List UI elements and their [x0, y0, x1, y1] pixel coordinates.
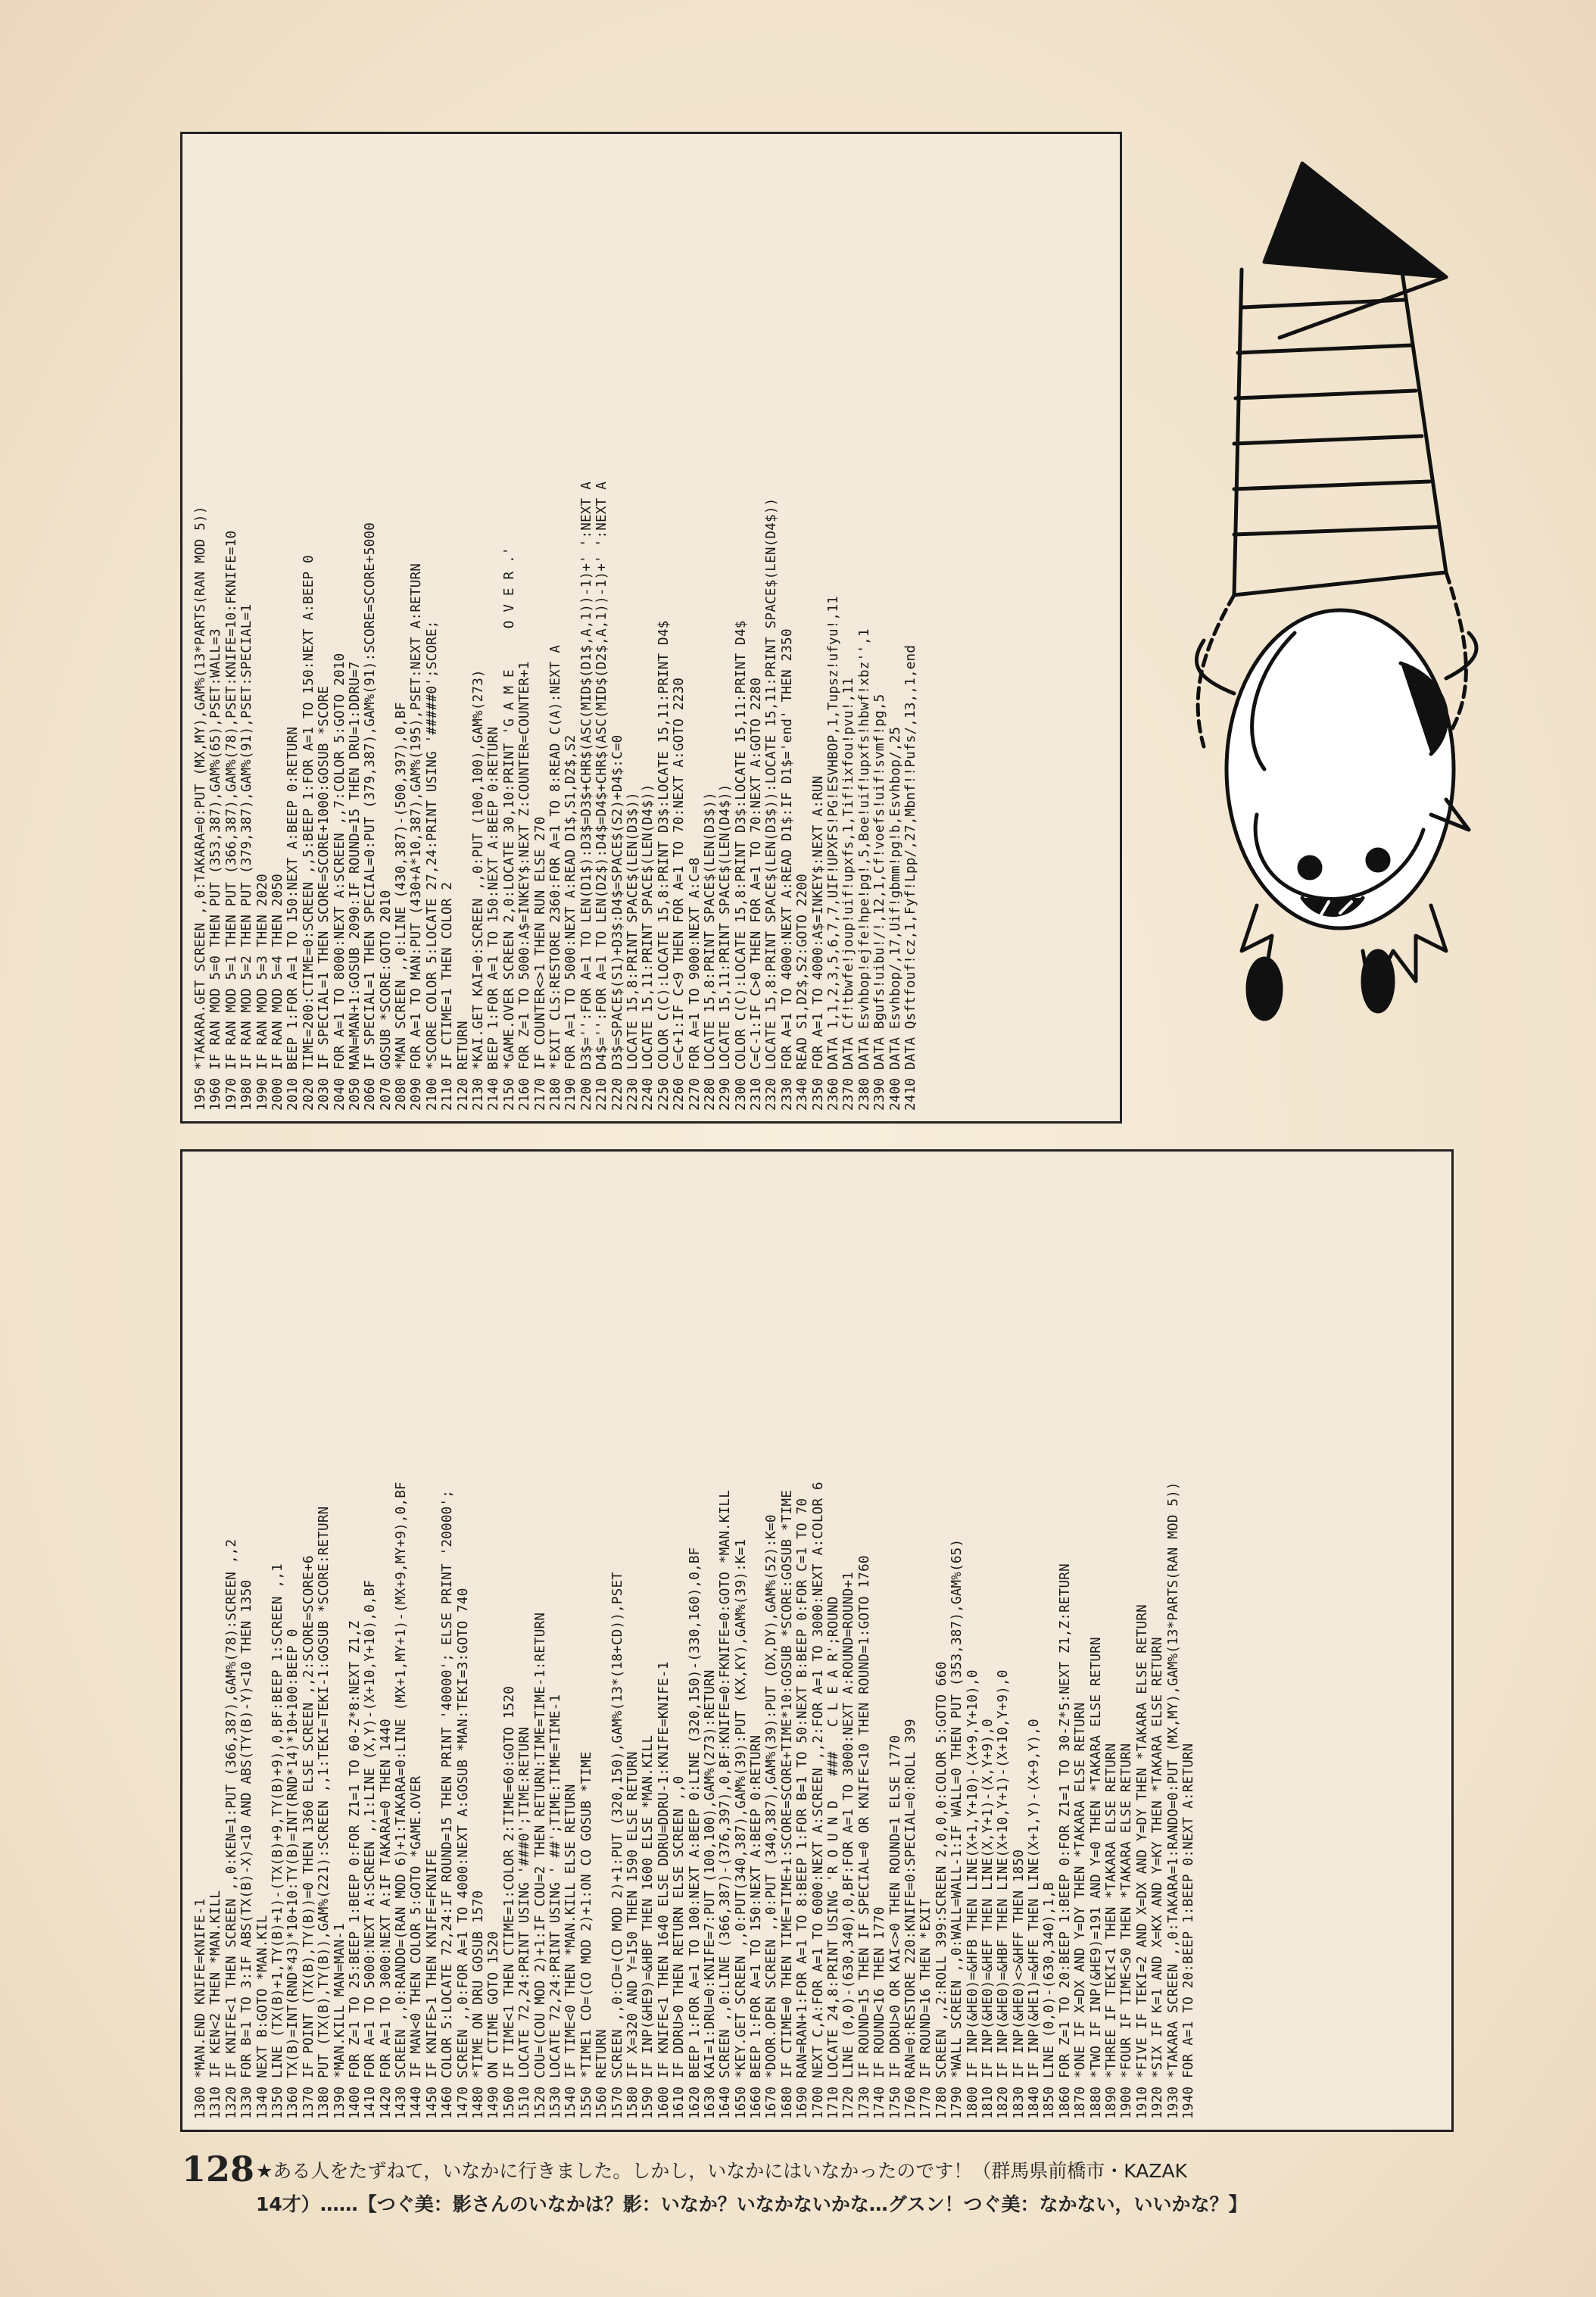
code-line: 2290 LOCATE 15,11:PRINT SPACE$(LEN(D4$)) [718, 784, 734, 1111]
code-line: 2160 FOR Z=1 TO 5000:A$=INKEY$:NEXT Z:COUNTER=COUNTER+1 [517, 661, 533, 1111]
code-line: 1610 IF DDRU>0 THEN RETURN ELSE SCREEN ,,0 [672, 1775, 687, 2119]
code-line: 1510 LOCATE 72,24:PRINT USING '###0';TIME:RETURN [517, 1726, 533, 2119]
code-line: 1480 *TIME ON DRU GOSUB 1570 [471, 1890, 487, 2119]
code-line: 1730 IF ROUND=15 THEN IF SPECIAL=0 OR KNIFE<10 THEN ROUND=1:GOTO 1760 [856, 1555, 872, 2119]
tower-creature-illustration [1158, 148, 1492, 1042]
code-line: 2340 READ S1,D2$,S2:GOTO 2200 [795, 874, 811, 1111]
code-line: 1850 LINE (0,0)-(630,340),1,B [1042, 1882, 1058, 2119]
code-line: 1500 IF TIME<1 THEN CTIME=1:COLOR 2:TIME=60:GOTO 1520 [501, 1686, 517, 2119]
code-line: 1470 SCREEN ,,0:FOR A=1 TO 4000:NEXT A:GOSUB *MAN:TEKI=3:GOTO 740 [455, 1588, 471, 2119]
code-line: 2130 *KAI.GET KAI=0:SCREEN ,,0:PUT (100,100),GAM%(273) [471, 669, 487, 1111]
code-line: 1440 IF MAN<0 THEN COLOR 5:GOTO *GAME.OVER [409, 1775, 425, 2119]
code-line: 1680 IF CTIME=0 THEN TIME=TIME+1:SCORE=SCORE+TIME*10:GOSUB *SCORE:GOSUB *TIME [779, 1489, 795, 2119]
code-line: 1780 SCREEN ,,2:ROLL 399:SCREEN 2,0,0,0:COLOR 5:GOTO 660 [934, 1661, 949, 2119]
code-line: 1370 IF POINT (TX(B),TY(B))=0 THEN 1360 ELSE SCREEN ,,2:SCORE=SCORE+6 [301, 1555, 316, 2119]
code-line: 1870 *ONE IF X=DX AND Y=DY THEN *TAKARA ELSE RETURN [1073, 1702, 1089, 2119]
code-line: 1760 RAN=0:RESTORE 220:KNIFE=0:SPECIAL=0:ROLL 399 [902, 1719, 918, 2119]
code-line: 1900 *FOUR IF TIME<50 THEN *TAKARA ELSE RETURN [1119, 1743, 1135, 2119]
code-line: 1420 FOR A=1 TO 3000:NEXT A:IF TAKARA=0 THEN 1440 [378, 1719, 394, 2119]
code-line: 1950 *TAKARA.GET SCREEN ,,0:TAKARA=0:PUT (MX,MY),GAM%(13*PARTS(RAN MOD 5)) [193, 506, 208, 1111]
code-line: 1650 *KEY.GET SCREEN ,,0:PUT(340,387),GAM%(39):PUT (KX,KY),GAM%(39):K=1 [733, 1538, 749, 2119]
code-line: 1960 IF RAN MOD 5=0 THEN PUT (353,387),GAM%(65),PSET:WALL=3 [208, 628, 224, 1111]
code-line: 2220 D3$=SPACE$(S1)+D3$:D4$=SPACE$(S2)+D4$:C=0 [609, 734, 625, 1111]
code-line: 1860 FOR Z=1 TO 20:BEEP 1:BEEP 0:FOR Z1=1 TO 30-Z*5:NEXT Z1,Z:RETURN [1057, 1563, 1073, 2119]
code-line: 1600 IF KNIFE<1 THEN 1640 ELSE DDRU=DDRU-1:KNIFE=KNIFE-1 [656, 1661, 672, 2119]
code-line: 1670 *DOOR.OPEN SCREEN ,,0:PUT (340,387),GAM%(39):PUT (DX,DY),GAM%(52):K=0 [764, 1514, 780, 2119]
code-line: 2280 LOCATE 15,8:PRINT SPACE$(LEN(D3$)) [702, 792, 718, 1111]
code-line: 2050 MAN=MAN+1:GOSUB 2090:IF ROUND=15 THEN DRU=1:DDRU=7 [347, 661, 363, 1111]
code-line: 1770 IF ROUND=16 THEN *EXIT [918, 1898, 934, 2119]
code-line: 1930 *TAKARA SCREEN ,,0:TAKARA=1:RANDO=0:PUT (MX,MY),GAM%(13*PARTS(RAN MOD 5)) [1165, 1482, 1181, 2119]
code-line: 2070 GOSUB *SCORE:GOTO 2010 [378, 890, 394, 1111]
code-line: 1710 LOCATE 24,8:PRINT USING 'R O U N D ### C L E A R';ROUND [826, 1596, 842, 2119]
code-line: 1570 SCREEN ,,0:CD=(CD MOD 2)+1:PUT (320,150),GAM%(13*(18+CD)),PSET [609, 1571, 625, 2119]
code-line: 2200 D3$='':FOR A=1 TO LEN(D1$):D3$=D3$+CHR$(ASC(MID$(D1$,A,1))-1)+' ':NEXT A [578, 481, 594, 1111]
code-line: 1750 IF DDRU>0 OR KAI<>0 THEN ROUND=1 ELSE 1770 [887, 1734, 903, 2119]
code-line: 1350 LINE (TX(B)+1,TY(B)+1)-(TX(B)+9,TY(B)+9),0,BF:BEEP 1:SCREEN ,,1 [270, 1563, 285, 2119]
code-line: 1490 ON CTIME GOTO 1520 [486, 1931, 502, 2119]
code-line: 2270 FOR A=1 TO 9000:NEXT A:C=8 [687, 857, 703, 1111]
code-line: 1830 IF INP(&HE0)<>&HFF THEN 1850 [1011, 1849, 1027, 2119]
code-line: 1310 IF KEN<2 THEN *MAN.KILL [208, 1890, 224, 2119]
code-line: 1320 IF KNIFE<1 THEN SCREEN ,,0:KEN=1:PUT (366,387),GAM%(78):SCREEN ,,2 [223, 1538, 239, 2119]
code-line: 1550 *TIME1 CO=(CO MOD 2)+1:ON CO GOSUB *TIME [578, 1751, 594, 2119]
code-line: 1840 IF INP(&HE1)=&HFE THEN LINE(X+1,Y)-(X+9,Y),0 [1027, 1719, 1043, 2119]
code-line: 1790 *WALL SCREEN ,,0:WALL=WALL-1:IF WALL=0 THEN PUT (353,387),GAM%(65) [949, 1538, 965, 2119]
reader-caption-line-1: ★ある人をたずねて，いなかに行きました。しかし，いなかにはいなかったのです！（群馬県前橋市・KAZAK [256, 2160, 1187, 2182]
code-line: 2250 COLOR C(C):LOCATE 15,8:PRINT D3$:LOCATE 15,11:PRINT D4$ [656, 620, 672, 1111]
code-line: 2060 IF SPECIAL=1 THEN SPECIAL=0:PUT (379,387),GAM%(91):SCORE=SCORE+5000 [363, 522, 379, 1111]
code-line: 2360 DATA 1,1,2,3,5,6,7,7,UIF!UPXFS!PG!ESVHBOP,1,Tupsz!ufyu!,11 [826, 596, 842, 1111]
code-listing-1 [193, 1164, 1196, 2119]
code-line: 2120 RETURN [455, 1021, 471, 1111]
code-line: 2300 COLOR C(C):LOCATE 15,8:PRINT D3$:LOCATE 15,11:PRINT D4$ [733, 620, 749, 1111]
code-line: 1980 IF RAN MOD 5=2 THEN PUT (379,387),GAM%(91),PSET:SPECIAL=1 [239, 603, 255, 1111]
code-line: 1380 PUT (TX(B),TY(B)),GAM%(221):SCREEN ,,1:TEKI=TEKI-1:GOSUB *SCORE:RETURN [316, 1506, 332, 2119]
code-line: 1740 IF ROUND<16 THEN 1770 [872, 1906, 888, 2119]
code-line: 2330 FOR A=1 TO 4000:NEXT A:READ D1$:IF D1$='end' THEN 2350 [779, 628, 795, 1111]
code-line: 2390 DATA Bgufs!uibu!/!,12,1,Cf!voefs!uif!svmf!pg,5 [872, 693, 888, 1111]
cartoon-drawing [1158, 148, 1492, 1042]
code-line: 2260 C=C+1:IF C<9 THEN FOR A=1 TO 70:NEXT A:GOTO 2230 [672, 678, 687, 1111]
listing-box-1 [180, 1149, 1454, 2132]
code-line: 1640 SCREEN ,,0:LINE (366,387)-(376,397),0,BF:KNIFE=0:FKNIFE=0:GOTO *MAN.KILL [718, 1489, 734, 2119]
code-line: 2410 DATA Qsftfouf!cz,1,Fyf!Lpp/,27,Mbnf!!Pufs/,13,,1,end [902, 644, 918, 1111]
reader-caption-line-2: 14才）……【つぐ美：影さんのいなかは？影：いなか？いなかないかな…グスン！つぐ美：なかない，いいかな？】 [256, 2193, 1248, 2215]
code-line: 1660 BEEP 1:FOR A=1 TO 150:NEXT A:BEEP 0:RETURN [749, 1734, 765, 2119]
code-line: 1690 RAN=RAN+1:FOR A=1 TO 8:BEEP 1:FOR B=1 TO 50:NEXT B:BEEP 0:FOR C=1 TO 70 [795, 1498, 811, 2119]
code-line: 2020 TIME=200:CTIME=0:SCREEN ,,5:BEEP 1:FOR A=1 TO 150:NEXT A:BEEP 0 [301, 555, 316, 1111]
code-line: 1700 NEXT C,A:FOR A=1 TO 6000:NEXT A:SCREEN ,,2:FOR A=1 TO 3000:NEXT A:COLOR 6 [810, 1482, 826, 2119]
code-line: 2380 DATA Esvhbop!ejfe!hpe!pg!,5,Boe!uif!upxfs!hbwf!xbz'',1 [856, 628, 872, 1111]
code-line: 1340 NEXT B:GOTO *MAN.KIL [254, 1915, 270, 2119]
code-line: 1540 IF TIME<0 THEN *MAN.KILL ELSE RETURN [563, 1784, 579, 2119]
code-line: 1530 LOCATE 72,24:PRINT USING ' ##';TIME:TIME=TIME-1 [547, 1694, 563, 2119]
code-line: 1560 RETURN [594, 2029, 610, 2119]
code-line: 1390 *MAN.KILL MAN=MAN-1 [332, 1922, 348, 2119]
code-line: 1890 *THREE IF TEKI<1 THEN *TAKARA ELSE RETURN [1104, 1743, 1120, 2119]
code-line: 1430 SCREEN ,,0:RANDO=(RAN MOD 6)+1:TAKARA=0:LINE (MX+1,MY+1)-(MX+9,MY+9),0,BF [394, 1482, 410, 2119]
code-line: 2170 IF COUNTER<>1 THEN RUN ELSE 270 [532, 816, 548, 1111]
code-line: 1990 IF RAN MOD 5=3 THEN 2020 [254, 874, 270, 1111]
code-line: 1330 FOR B=1 TO 3:IF ABS(TX(B)-X)<10 AND ABS(TY(B)-Y)<10 THEN 1350 [239, 1579, 255, 2119]
code-line: 2040 FOR A=1 TO 8000:NEXT A:SCREEN ,,7:COLOR 5:GOTO 2010 [332, 653, 348, 1111]
code-line: 1920 *SIX IF K=1 AND X=KX AND Y=KY THEN *TAKARA ELSE RETURN [1150, 1637, 1166, 2119]
code-line: 1630 KAI=1:DRU=0:KNIFE=7:PUT (100,100),GAM%(273):RETURN [702, 1669, 718, 2119]
code-line: 2150 *GAME.OVER SCREEN 2,0:LOCATE 30,10:PRINT 'G A M E O V E R .' [501, 547, 517, 1111]
code-line: 2140 BEEP 1:FOR A=1 TO 150:NEXT A:BEEP 0:RETURN [486, 726, 502, 1111]
code-line: 1410 FOR A=1 TO 5000:NEXT A:SCREEN ,,1:LINE (X,Y)-(X+10,Y+10),0,BF [363, 1579, 379, 2119]
code-line: 1810 IF INP(&HE0)=&HEF THEN LINE(X,Y+1)-(X,Y+9),0 [980, 1719, 996, 2119]
code-line: 2110 IF CTIME=1 THEN COLOR 2 [440, 881, 456, 1111]
code-line: 1300 *MAN.END KNIFE=KNIFE-1 [193, 1898, 208, 2119]
code-line: 2090 FOR A=1 TO MAN:PUT (430+A*10,387),GAM%(195),PSET:NEXT A:RETURN [409, 563, 425, 1111]
listing-box-2 [180, 132, 1122, 1124]
code-line: 1970 IF RAN MOD 5=1 THEN PUT (366,387),GAM%(78),PSET:KNIFE=10:FKNIFE=10 [223, 530, 239, 1111]
code-line: 1800 IF INP(&HE0)=&HFB THEN LINE(X+1,Y+10)-(X+9,Y+10),0 [965, 1669, 980, 2119]
code-line: 2190 FOR A=1 TO 5000:NEXT A:READ D1$,S1,D2$,S2 [563, 734, 579, 1111]
code-line: 1520 COU=(COU MOD 2)+1:IF COU=2 THEN RETURN:TIME=TIME-1:RETURN [532, 1612, 548, 2119]
code-line: 2180 *EXIT CLS:RESTORE 2360:FOR A=1 TO 8:READ C(A):NEXT A [547, 644, 563, 1111]
code-line: 2030 IF SPECIAL=1 THEN SCORE=SCORE+1000:GOSUB *SCORE [316, 685, 332, 1111]
code-line: 2320 LOCATE 15,8:PRINT SPACE$(LEN(D3$)):LOCATE 15,11:PRINT SPACE$(LEN(D4$)) [764, 497, 780, 1111]
code-line: 1720 LINE (0,0)-(630,340),0,BF:FOR A=1 TO 3000:NEXT A:ROUND=ROUND+1 [841, 1571, 857, 2119]
code-line: 1620 BEEP 1:FOR A=1 TO 100:NEXT A:BEEP 0:LINE (320,150)-(330,160),0,BF [687, 1547, 703, 2119]
code-line: 1580 IF X=320 AND Y=150 THEN 1590 ELSE RETURN [625, 1751, 641, 2119]
code-line: 1820 IF INP(&HE0)=&HBF THEN LINE(X+10,Y+1)-(X+10,Y+9),0 [996, 1669, 1012, 2119]
code-line: 1360 TX(B)=INT(RND*43)*10+10:TY(B)=INT(RND*14)*10+100:BEEP 0 [285, 1628, 301, 2119]
code-line: 2230 LOCATE 15,8:PRINT SPACE$(LEN(D3$)) [625, 792, 641, 1111]
code-line: 2080 *MAN SCREEN ,,0:LINE (430,387)-(500,397),0,BF [394, 702, 410, 1111]
code-line: 2370 DATA Cf!tbwfe!joup!uif!upxfs,1,Tif!ixfou!pvu!,11 [841, 678, 857, 1111]
code-line: 1450 IF KNIFE>1 THEN KNIFE=FKNIFE [424, 1849, 440, 2119]
code-line: 2000 IF RAN MOD 5=4 THEN 2050 [270, 874, 285, 1111]
code-line: 2010 BEEP 1:FOR A=1 TO 150:NEXT A:BEEP 0:RETURN [285, 726, 301, 1111]
code-line: 1910 *FIVE IF TEKI=2 AND X=DX AND Y=DY THEN *TAKARA ELSE RETURN [1134, 1604, 1150, 2119]
page-number: 128 [182, 2149, 255, 2189]
code-line: 2210 D4$='':FOR A=1 TO LEN(D2$):D4$=D4$+CHR$(ASC(MID$(D2$,A,1))-1)+' ':NEXT A [594, 481, 610, 1111]
code-line: 1460 COLOR 5:LOCATE 72,24:IF ROUND=15 THEN PRINT '40000'; ELSE PRINT '20000'; [440, 1489, 456, 2119]
code-line: 2100 *SCORE COLOR 5:LOCATE 27,24:PRINT USING '#####0';SCORE; [424, 620, 440, 1111]
code-line: 2400 DATA Esvhbop/,17,Uif!gbmm!pg!b,Esvhbop/,25 [887, 726, 903, 1111]
code-line: 1590 IF INP(&HE9)=&HBF THEN 1600 ELSE *MAN.KILL [641, 1734, 656, 2119]
code-line: 1940 FOR A=1 TO 20:BEEP 1:BEEP 0:NEXT A:RETURN [1181, 1743, 1196, 2119]
code-line: 2310 C=C-1:IF C>0 THEN FOR A=1 TO 70:NEXT A:GOTO 2280 [749, 678, 765, 1111]
code-line: 2240 LOCATE 15,11:PRINT SPACE$(LEN(D4$)) [641, 784, 656, 1111]
code-line: 1400 FOR Z=1 TO 25:BEEP 1:BEEP 0:FOR Z1=1 TO 60-Z*8:NEXT Z1,Z [347, 1620, 363, 2119]
code-listing-2 [193, 145, 918, 1111]
code-line: 1880 *TWO IF INP(&HE9)=191 AND Y=0 THEN *TAKARA ELSE RETURN [1088, 1637, 1104, 2119]
code-line: 2350 FOR A=1 TO 4000:A$=INKEY$:NEXT A:RUN [810, 775, 826, 1111]
